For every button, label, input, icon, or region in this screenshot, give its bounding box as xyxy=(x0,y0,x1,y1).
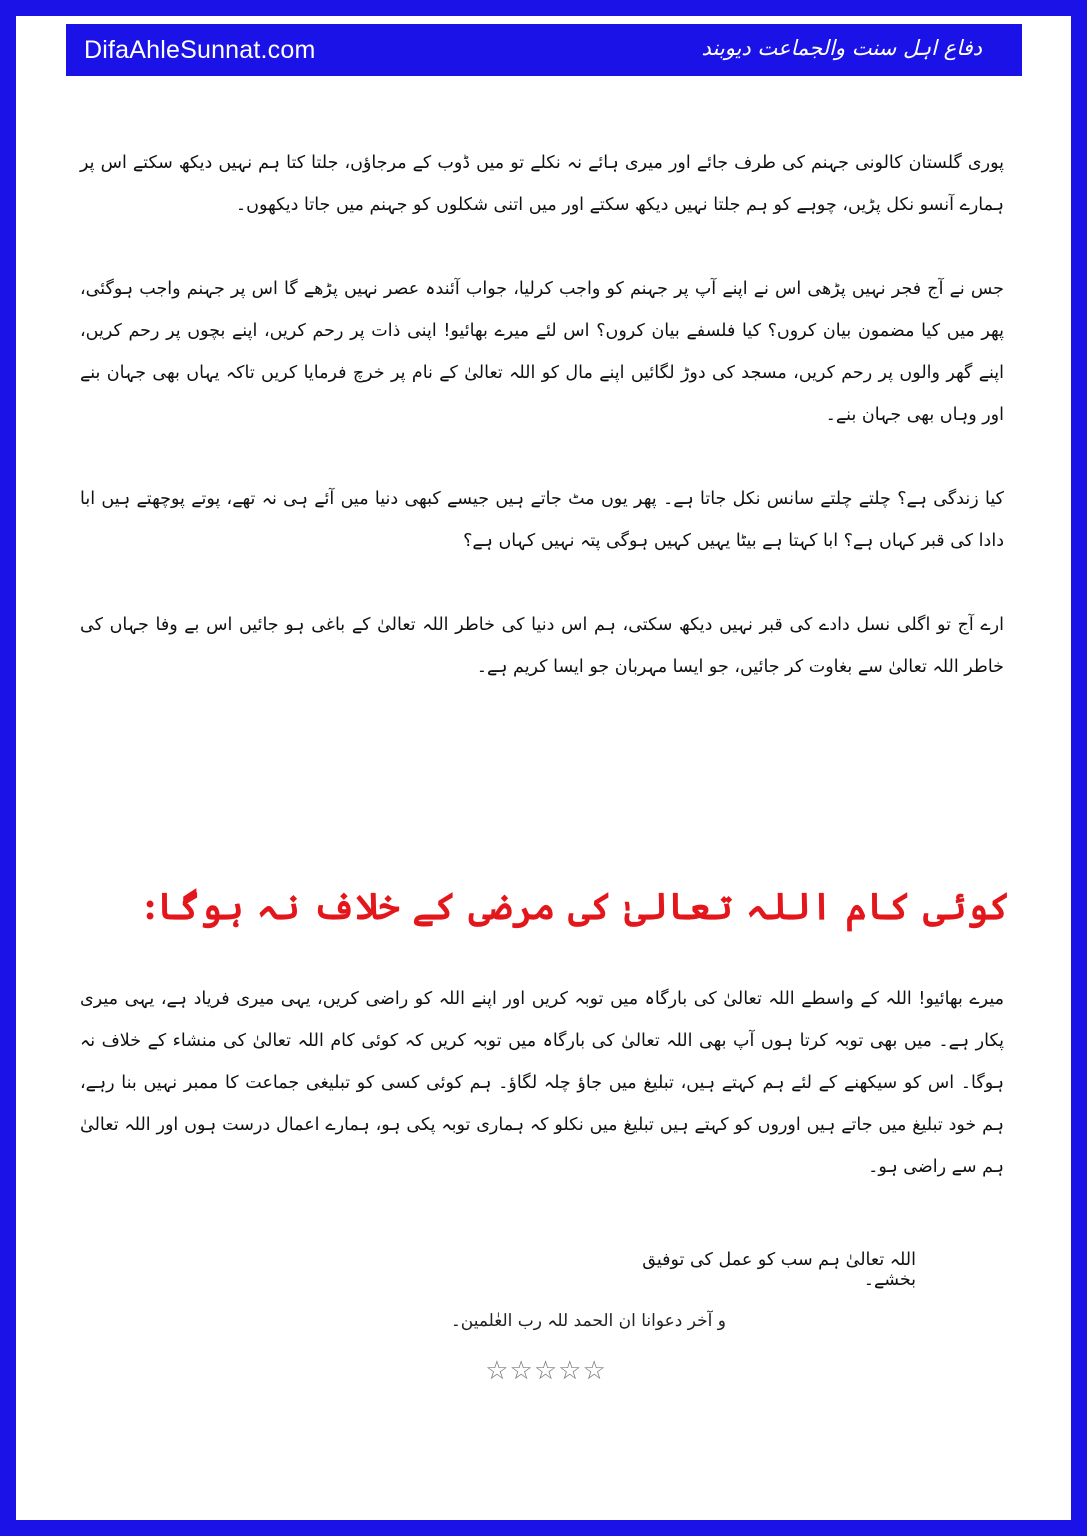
header-title: دفاع اہل سنت والجماعت دیوبند xyxy=(701,36,982,60)
paragraph-1: پوری گلستان کالونی جہنم کی طرف جائے اور میری ہائے نہ نکلے تو میں ڈوب کے مرجاؤں، جلتا کتا ہم نہیں دیکھ سکتے اس پر ہمارے آنسو نکل پڑیں، چوہے کو ہم جلتا نہیں دیکھ سکتے اور میں اتنی شکلوں کو جہنم میں جاتا دیکھوں۔ xyxy=(80,153,1004,215)
article-body xyxy=(80,142,1004,730)
section-heading: کوئی کام اللہ تعالیٰ کی مرضی کے خلاف نہ ہوگا: xyxy=(143,884,1010,928)
header-bar xyxy=(66,24,1022,76)
page xyxy=(16,16,1071,1520)
paragraph-5: میرے بھائیو! اللہ کے واسطے اللہ تعالیٰ کی بارگاہ میں توبہ کریں اور اپنے اللہ کو راضی کریں، یہی میری فریاد ہے، یہی میری پکار ہے۔ میں بھی توبہ کرتا ہوں آپ بھی اللہ تعالیٰ کی بارگاہ میں توبہ کریں کہ کوئی کام اللہ تعالیٰ کی منشاء کے خلاف نہ ہوگا۔ اس کو سیکھنے کے لئے ہم کہتے ہیں، تبلیغ میں جاؤ چلہ لگاؤ۔ ہم کوئی کسی کو تبلیغی جماعت کا ممبر نہیں بنا رہے، ہم خود تبلیغ میں جاتے ہیں اوروں کو کہتے ہیں تبلیغ میں نکلو کہ ہماری توبہ پکی ہو، ہمارے اعمال درست ہوں اور اللہ تعالیٰ ہم سے راضی ہو۔ xyxy=(80,989,1004,1177)
dua-line: اللہ تعالیٰ ہم سب کو عمل کی توفیق بخشے۔ xyxy=(642,1250,916,1290)
stars-divider: ☆☆☆☆☆ xyxy=(485,1356,607,1386)
paragraph-4: ارے آج تو اگلی نسل دادے کی قبر نہیں دیکھ سکتی، ہم اس دنیا کی خاطر اللہ تعالیٰ کے باغی ہو جائیں اس بے وفا جہاں کی خاطر اللہ تعالیٰ سے بغاوت کر جائیں، جو ایسا مہربان جو ایسا کریم ہے۔ xyxy=(80,615,1004,677)
closing-line: و آخر دعوانا ان الحمد للہ رب العٰلمین۔ xyxy=(450,1311,726,1331)
site-url[interactable]: DifaAhleSunnat.com xyxy=(84,36,316,64)
paragraph-3: کیا زندگی ہے؟ چلتے چلتے سانس نکل جاتا ہے۔ پھر یوں مٹ جاتے ہیں جیسے کبھی دنیا میں آئے ہی نہ تھے، پوتے پوچھتے ہیں ابا دادا کی قبر کہاں ہے؟ ابا کہتا ہے بیٹا یہیں کہیں ہوگی پتہ نہیں کہاں ہے؟ xyxy=(80,489,1004,551)
paragraph-2: جس نے آج فجر نہیں پڑھی اس نے اپنے آپ پر جہنم کو واجب کرلیا، جواب آئندہ عصر نہیں پڑھے گا اس پر جہنم واجب ہوگئی، پھر میں کیا مضمون بیان کروں؟ کیا فلسفے بیان کروں؟ اس لئے میرے بھائیو! اپنی ذات پر رحم کریں، اپنے بچوں پر رحم کریں، اپنے گھر والوں پر رحم کریں، مسجد کی دوڑ لگائیں اپنے مال کو اللہ تعالیٰ کے نام پر خرچ فرمایا کریں تاکہ یہاں بھی جہان بنے اور وہاں بھی جہان بنے۔ xyxy=(80,279,1004,425)
section-body xyxy=(80,978,1004,1188)
